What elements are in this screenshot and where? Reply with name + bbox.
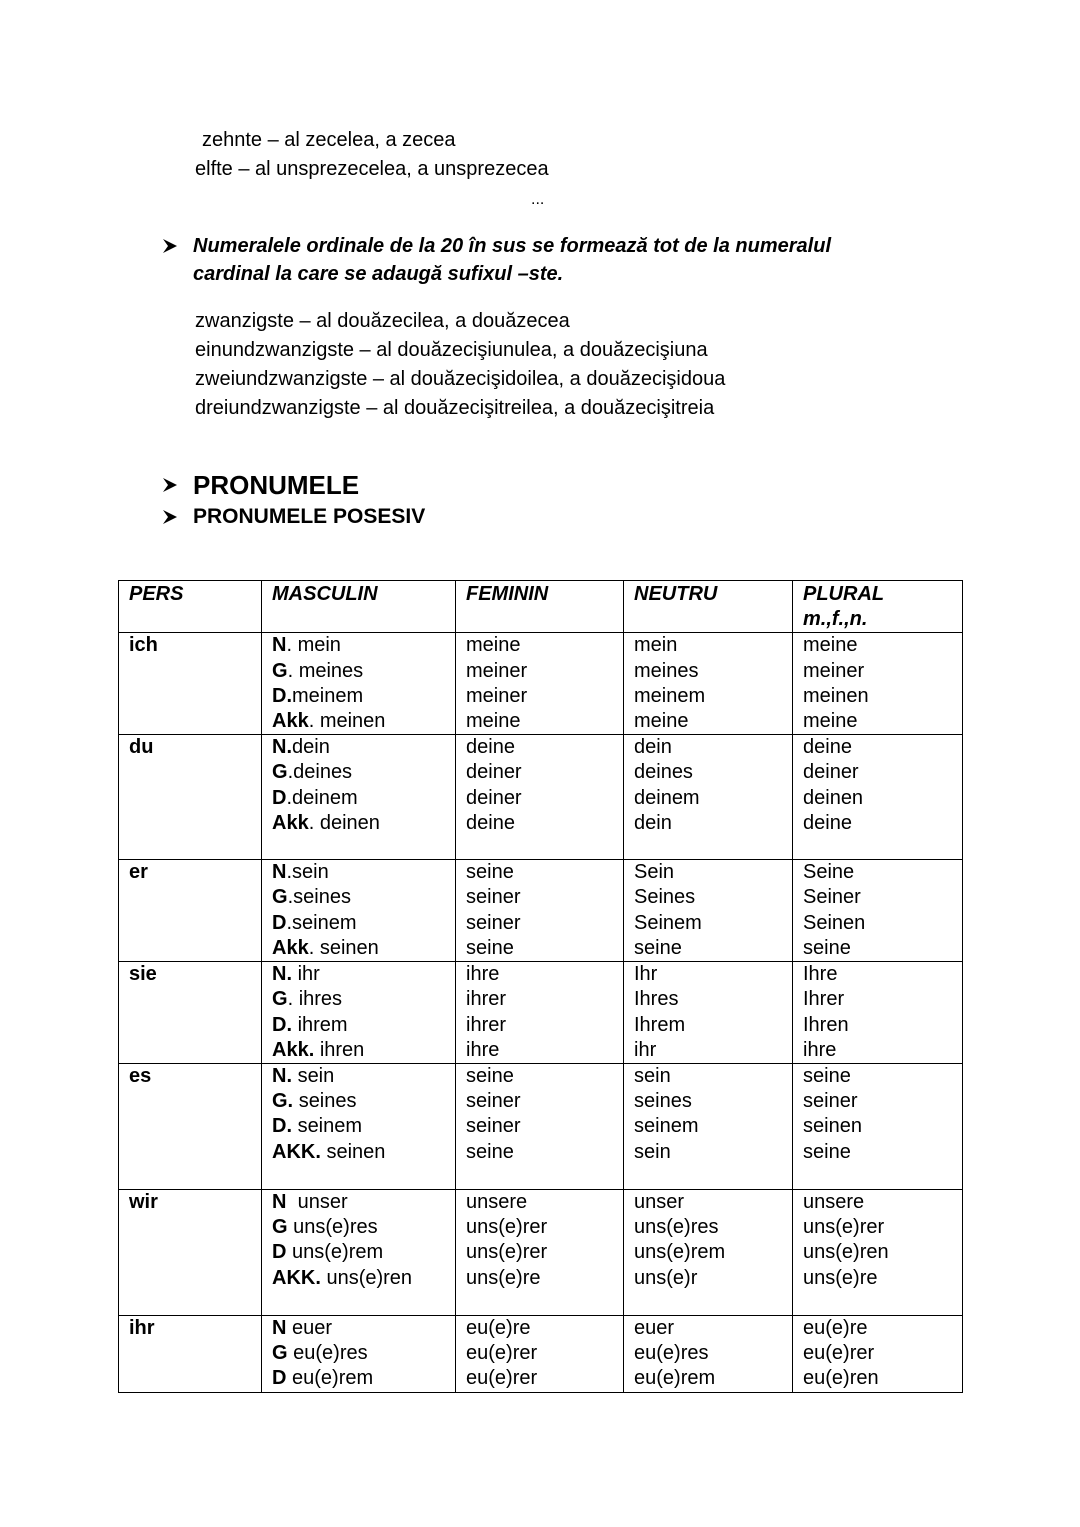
case-form: meinem	[292, 684, 364, 707]
cell-pers: es	[119, 1064, 262, 1190]
form-line: unsere	[466, 1191, 528, 1214]
case-label: AKK.	[272, 1266, 321, 1289]
case-form: unser	[297, 1191, 348, 1214]
case-form: seines	[293, 886, 351, 909]
case-label: D	[272, 911, 287, 934]
form-line: meines	[634, 659, 699, 682]
form-line: meine	[634, 710, 689, 733]
form-line: ihre	[466, 963, 500, 986]
cell-feminin	[456, 633, 624, 735]
form-line: meine	[803, 634, 858, 657]
case-label: Akk.	[272, 1038, 315, 1061]
case-separator: .	[286, 634, 298, 657]
form-line: Seinem	[634, 911, 702, 934]
case-label: N.	[272, 963, 292, 986]
cell-feminin	[456, 860, 624, 962]
cell-feminin	[456, 1064, 624, 1190]
form-line: uns(e)re	[803, 1266, 878, 1289]
case-label: D.	[272, 1115, 292, 1138]
case-separator: .	[308, 710, 320, 733]
form-line: ihrer	[466, 988, 507, 1011]
heading-pronumele: PRONUMELE	[193, 470, 360, 500]
case-separator: .	[287, 659, 299, 682]
possessive-pronoun-table	[118, 580, 963, 1393]
cell-neutru	[624, 1190, 793, 1316]
form-line: deine	[466, 736, 515, 759]
cell-neutru	[624, 962, 793, 1064]
form-line: ihre	[466, 1038, 500, 1061]
form-line: ihr	[634, 1038, 657, 1061]
cell-neutru	[624, 860, 793, 962]
case-form-line	[272, 1064, 455, 1089]
case-label: G	[272, 659, 288, 682]
case-form-line	[272, 1038, 455, 1063]
cell-neutru	[624, 1316, 793, 1393]
table-row	[119, 1316, 963, 1393]
example-line: einundzwanzigste – al douăzecişiunulea, a douăzecişiuna	[195, 339, 708, 361]
form-line: Ihrem	[634, 1013, 686, 1036]
case-form-line	[272, 1190, 455, 1215]
form-line: seinem	[634, 1115, 699, 1138]
case-label: Akk	[272, 811, 309, 834]
case-form: deinem	[292, 786, 358, 809]
case-form-line	[272, 1316, 455, 1341]
case-label: G	[272, 1342, 288, 1365]
cell-pers: wir	[119, 1190, 262, 1316]
case-form-line	[272, 1341, 455, 1366]
cell-plural	[793, 633, 963, 735]
cell-plural	[793, 1190, 963, 1316]
case-label: G	[272, 761, 288, 784]
table-row	[119, 1190, 963, 1316]
cell-plural	[793, 962, 963, 1064]
form-line: Seines	[634, 886, 696, 909]
form-line: deines	[634, 761, 693, 784]
ellipsis: ...	[531, 191, 545, 208]
example-line: zweiundzwanzigste – al douăzecişidoilea, a douăzecişidoua	[195, 368, 726, 390]
form-line: meinem	[634, 684, 706, 707]
arrowhead-bullet-icon	[162, 238, 178, 254]
example-line: dreiundzwanzigste – al douăzecişitreilea, a douăzecişitreia	[195, 397, 715, 419]
case-form: eu(e)rem	[292, 1367, 374, 1390]
form-line: meine	[803, 710, 858, 733]
form-line: seine	[803, 1140, 851, 1163]
form-line: deiner	[803, 761, 859, 784]
header-plural-sub: m.,f.,n.	[803, 608, 868, 631]
case-form-line	[272, 709, 455, 734]
form-line: Seine	[803, 861, 855, 884]
case-form: seinem	[292, 911, 357, 934]
case-form-line	[272, 987, 455, 1012]
form-line: seiner	[466, 911, 521, 934]
cell-masculin	[262, 962, 456, 1064]
cell-masculin	[262, 633, 456, 735]
case-separator: .	[287, 886, 294, 909]
form-line: Sein	[634, 861, 675, 884]
form-line: seine	[634, 936, 682, 959]
form-line: seiner	[466, 1115, 521, 1138]
cell-feminin	[456, 735, 624, 860]
case-separator: .	[287, 988, 299, 1011]
case-form: ihrem	[297, 1013, 348, 1036]
form-line: Ihres	[634, 988, 679, 1011]
form-line: meiner	[466, 684, 528, 707]
case-form-line	[272, 684, 455, 709]
form-line: uns(e)rer	[803, 1216, 885, 1239]
case-separator: .	[286, 861, 293, 884]
form-line: unsere	[803, 1191, 865, 1214]
case-form: uns(e)rem	[292, 1241, 384, 1264]
case-form: deinen	[319, 811, 380, 834]
rule-text-line1: Numeralele ordinale de la 20 în sus se formează tot de la numeralul	[193, 235, 831, 257]
case-form-line	[272, 1114, 455, 1139]
case-form: ihren	[319, 1038, 365, 1061]
form-line: seinen	[803, 1115, 862, 1138]
form-line: Seinen	[803, 911, 866, 934]
case-separator: .	[286, 786, 293, 809]
case-form-line	[272, 962, 455, 987]
cell-plural	[793, 1064, 963, 1190]
case-form-line	[272, 1366, 455, 1391]
cell-plural	[793, 1316, 963, 1393]
form-line: meinen	[803, 684, 869, 707]
form-line: eu(e)re	[803, 1317, 868, 1340]
case-label: D	[272, 1367, 287, 1390]
case-form-line	[272, 1215, 455, 1240]
cell-masculin	[262, 1316, 456, 1393]
intro-line-zehnte: zehnte – al zecelea, a zecea	[202, 129, 456, 151]
form-line: deine	[466, 811, 515, 834]
form-line: uns(e)rer	[466, 1216, 548, 1239]
form-line: Seiner	[803, 886, 861, 909]
table-row	[119, 1064, 963, 1190]
form-line: uns(e)rer	[466, 1241, 548, 1264]
case-form-line	[272, 860, 455, 885]
arrowhead-bullet-icon	[162, 477, 178, 493]
case-separator: .	[308, 811, 320, 834]
form-line: seiner	[466, 886, 521, 909]
form-line: Ihren	[803, 1013, 849, 1036]
cell-pers: er	[119, 860, 262, 962]
form-line: eu(e)rer	[466, 1342, 538, 1365]
form-line: dein	[634, 811, 672, 834]
case-form-line	[272, 911, 455, 936]
cell-masculin	[262, 1064, 456, 1190]
case-form-line	[272, 760, 455, 785]
header-masculin: MASCULIN	[262, 581, 456, 633]
form-line: uns(e)rem	[634, 1241, 726, 1264]
case-label: N	[272, 634, 287, 657]
cell-neutru	[624, 735, 793, 860]
form-line: meine	[466, 710, 521, 733]
cell-plural	[793, 735, 963, 860]
form-line: seine	[466, 1140, 514, 1163]
form-line: uns(e)res	[634, 1216, 719, 1239]
case-form-line	[272, 786, 455, 811]
case-form-line	[272, 659, 455, 684]
case-form-line	[272, 735, 455, 760]
cell-masculin	[262, 735, 456, 860]
form-line: meiner	[466, 659, 528, 682]
case-label: N	[272, 1317, 287, 1340]
case-separator: .	[287, 761, 294, 784]
cell-neutru	[624, 1064, 793, 1190]
case-label: Akk	[272, 936, 309, 959]
header-neutru: NEUTRU	[624, 581, 793, 633]
cell-neutru	[624, 633, 793, 735]
table-row	[119, 735, 963, 860]
case-form: eu(e)res	[293, 1342, 368, 1365]
case-form: meinen	[319, 710, 386, 733]
case-label: N	[272, 861, 287, 884]
form-line: seine	[803, 936, 851, 959]
header-feminin: FEMININ	[456, 581, 624, 633]
form-line: Ihre	[803, 963, 838, 986]
case-label: G	[272, 988, 288, 1011]
form-line: uns(e)re	[466, 1266, 541, 1289]
cell-pers: du	[119, 735, 262, 860]
case-form-line	[272, 633, 455, 658]
cell-feminin	[456, 962, 624, 1064]
form-line: dein	[634, 736, 672, 759]
table-row	[119, 860, 963, 962]
case-form: sein	[297, 1065, 335, 1088]
form-line: deiner	[466, 761, 522, 784]
header-plural	[793, 581, 963, 633]
case-form-line	[272, 1266, 455, 1291]
case-form: sein	[292, 861, 329, 884]
case-form: uns(e)ren	[326, 1266, 413, 1289]
case-label: D.	[272, 684, 292, 707]
form-line: meine	[466, 634, 521, 657]
case-label: D.	[272, 1013, 292, 1036]
header-pers: PERS	[119, 581, 262, 633]
case-form: seinen	[326, 1140, 386, 1163]
cell-pers: ihr	[119, 1316, 262, 1393]
case-form-line	[272, 811, 455, 836]
case-form: meines	[298, 659, 364, 682]
form-line: euer	[634, 1317, 675, 1340]
case-label: D	[272, 1241, 287, 1264]
case-label: G	[272, 886, 288, 909]
cell-pers: sie	[119, 962, 262, 1064]
form-line: seine	[803, 1065, 851, 1088]
form-line: ihre	[803, 1038, 837, 1061]
case-label: AKK.	[272, 1140, 321, 1163]
case-label: G	[272, 1216, 288, 1239]
case-form: dein	[292, 736, 330, 759]
example-line: zwanzigste – al douăzecilea, a douăzecea	[195, 310, 570, 332]
form-line: deinem	[634, 786, 700, 809]
case-form-line	[272, 1240, 455, 1265]
case-label: Akk	[272, 710, 309, 733]
form-line: eu(e)ren	[803, 1367, 879, 1390]
case-form-line	[272, 1013, 455, 1038]
form-line: deinen	[803, 786, 864, 809]
form-line: deine	[803, 736, 852, 759]
case-form-line	[272, 885, 455, 910]
cell-feminin	[456, 1190, 624, 1316]
cell-masculin	[262, 1190, 456, 1316]
form-line: seine	[466, 861, 514, 884]
case-form: ihres	[298, 988, 343, 1011]
cell-pers: ich	[119, 633, 262, 735]
form-line: eu(e)re	[466, 1317, 531, 1340]
form-line: Ihr	[634, 963, 658, 986]
case-form: seines	[298, 1090, 357, 1113]
form-line: sein	[634, 1065, 671, 1088]
case-form-line	[272, 1089, 455, 1114]
case-separator: .	[286, 911, 293, 934]
form-line: eu(e)rer	[466, 1367, 538, 1390]
case-form: ihr	[297, 963, 320, 986]
case-form-line	[272, 1140, 455, 1165]
case-form: seinen	[319, 936, 379, 959]
form-line: seiner	[803, 1090, 858, 1113]
form-line: deine	[803, 811, 852, 834]
form-line: eu(e)res	[634, 1342, 709, 1365]
heading-pronumele-posesiv: PRONUMELE POSESIV	[193, 505, 426, 528]
header-plural-label: PLURAL	[803, 583, 885, 605]
form-line: seines	[634, 1090, 692, 1113]
table-header-row	[119, 581, 963, 633]
intro-line-elfte: elfte – al unsprezecelea, a unsprezecea	[195, 158, 549, 180]
case-separator: .	[308, 936, 320, 959]
form-line: ihrer	[466, 1013, 507, 1036]
case-form: seinem	[297, 1115, 363, 1138]
form-line: deiner	[466, 786, 522, 809]
cell-masculin	[262, 860, 456, 962]
rule-text-line2: cardinal la care se adaugă sufixul –ste.	[193, 263, 564, 285]
case-form: uns(e)res	[293, 1216, 378, 1239]
form-line: seine	[466, 1065, 514, 1088]
form-line: uns(e)r	[634, 1266, 698, 1289]
form-line: seine	[466, 936, 514, 959]
case-label: N.	[272, 1065, 292, 1088]
case-form-line	[272, 936, 455, 961]
form-line: sein	[634, 1140, 671, 1163]
form-line: unser	[634, 1191, 685, 1214]
form-line: meiner	[803, 659, 865, 682]
case-label: D	[272, 786, 287, 809]
arrowhead-bullet-icon	[162, 509, 178, 525]
form-line: eu(e)rem	[634, 1367, 716, 1390]
cell-plural	[793, 860, 963, 962]
case-label: N.	[272, 736, 292, 759]
form-line: seiner	[466, 1090, 521, 1113]
form-line: Ihrer	[803, 988, 845, 1011]
case-form: euer	[292, 1317, 333, 1340]
form-line: mein	[634, 634, 678, 657]
table-row	[119, 633, 963, 735]
case-form: mein	[297, 634, 341, 657]
case-label: G.	[272, 1090, 294, 1113]
table-row	[119, 962, 963, 1064]
case-separator	[286, 1191, 297, 1213]
case-form: deines	[293, 761, 353, 784]
cell-feminin	[456, 1316, 624, 1393]
form-line: uns(e)ren	[803, 1241, 889, 1264]
form-line: eu(e)rer	[803, 1342, 875, 1365]
case-label: N	[272, 1191, 287, 1214]
